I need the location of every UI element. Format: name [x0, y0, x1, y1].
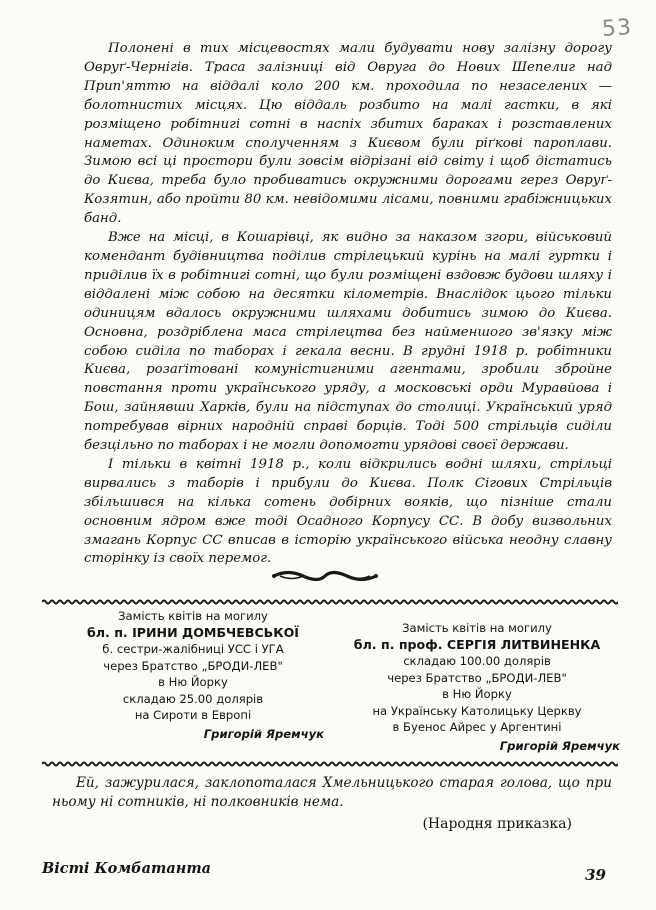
folk-saying-text: Ей, зажурилася, заклопоталася Хмельницького старая голова, що при ньому ні сотників, ні полковників нема. [52, 775, 612, 810]
memorial-right-line-4: через Братство „БРОДИ-ЛЕВ" [387, 670, 567, 685]
article-paragraph-2: Вже на місці, в Кошарівці, як видно за наказом згори, військовий комендант будівництва поділив стрілецький курінь на малі гуртки і приділив їх в робітнигі сотні, що були розміщені вздовж будови шляху і віддалені між собою на десятки кілометрів. Внаслідок цього тільки одиницям вдалось окружними шляхами добитись зимою до Києва. Основна, роздріблена маса стрілецтва без найменшого зв'язку між собою сиділа по таборах і гекала весни. В грудні 1918 р. робітники Києва, розаґітовані комуністигними агентами, зробили збройне повстання проти українського уряду, а московські орди Муравйова і Бош, зайнявши Харків, були на підступах до столиці. Український уряд потребував вірних народній справі борців. Тоді 500 стрільців сиділи безцільно по таборах і не могли допомогти урядові своєї держави. [84, 230, 612, 454]
handwritten-page-mark: 53 [601, 14, 633, 43]
memorial-right-name: бл. п. проф. СЕРГІЯ ЛИТВИНЕНКА [353, 636, 601, 652]
memorial-left-line-1: Замість квітів на могилу [118, 609, 268, 623]
memorial-left-line-6: складаю 25.00 долярів [122, 691, 264, 706]
wavy-divider-top [42, 598, 618, 606]
memorial-notice-left [62, 608, 324, 742]
memorial-notice-right [334, 620, 620, 754]
article-body [84, 40, 612, 569]
journal-title: Вісті Комбатанта [42, 860, 212, 877]
memorial-right-line-6: на Українську Католицьку Церкву [372, 703, 582, 718]
folk-saying-source: (Народня приказка) [422, 816, 572, 832]
memorial-right-signature: Григорій Яремчук [499, 738, 620, 753]
memorial-left-name: бл. п. ІРИНИ ДОМБЧЕВСЬКОЇ [87, 624, 299, 640]
memorial-left-line-5: в Ню Йорку [158, 675, 228, 689]
memorial-left-line-4: через Братство „БРОДИ-ЛЕВ" [103, 658, 283, 673]
memorial-right-line-1: Замість квітів на могилу [402, 621, 552, 635]
memorial-right-line-5: в Ню Йорку [442, 687, 512, 701]
article-paragraph-1: Полонені в тих місцевостях мали будувати нову залізну дорогу Овруґ-Чернігів. Траса залізниці від Овруга до Нових Шепелиг над Прип'яттю на віддалі коло 200 км. проходила по незаселених — болотнистих місцях. Цю віддаль розбито на малі гастки, в які розміщено робітнигі сотні в наспіх збитих бараках і розставлених наметах. Одиноким сполученням з Києвом були ріґкові пароплави. Зимою всі ці простори були зовсім відрізані від світу і щоб дістатись до Києва, треба було пробиватись окружними дорогами герез Овруґ-Козятин, або пройти 80 км. невідомими лісами, повними грабіжницьких банд. [84, 41, 612, 227]
memorial-left-line-7: на Сироти в Европі [134, 708, 252, 722]
page-number: 39 [585, 866, 606, 884]
memorial-left-line-3: б. сестри-жалібниці УСС і УГА [102, 642, 284, 656]
wavy-divider-bottom [42, 760, 618, 768]
memorial-left-signature: Григорій Яремчук [203, 726, 324, 741]
folk-saying [52, 774, 612, 812]
article-paragraph-3: І тільки в квітні 1918 р., коли відкрились водні шляхи, стрільці вирвались з таборів і прибули до Києва. Полк Сігових Стрільців збільшився на кілька сотень добірних вояків, що пізніше стали основним ядром вже тоді Осадного Корпусу СС. В добу визвольних змагань Корпус СС вписав в історію українського війська неодну славну сторінку із своїх перемог. [84, 456, 612, 567]
memorial-right-line-7: в Буенос Айрес у Аргентині [392, 720, 562, 734]
ornament-divider-icon [270, 568, 380, 584]
memorial-right-line-3: складаю 100.00 долярів [403, 654, 551, 668]
